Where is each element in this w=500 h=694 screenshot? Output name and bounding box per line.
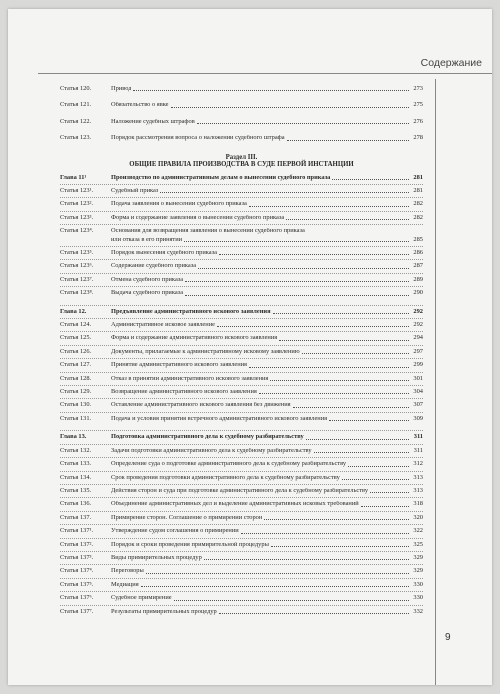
entry-label: Статья 132. — [60, 446, 92, 454]
divider — [60, 551, 423, 552]
entry-title: Медиация — [111, 581, 139, 588]
entry-label: Статья 121. — [60, 101, 92, 109]
entry-page: 292 — [413, 321, 423, 329]
entry-title: Выдача судебного приказа — [111, 290, 184, 297]
toc-entry[interactable] — [60, 402, 423, 408]
entry-label: Статья 125. — [60, 334, 92, 342]
entry-label: Статья 137⁴. — [60, 567, 94, 575]
entry-title: Административное исковое заявление — [111, 322, 215, 329]
entry-page: 313 — [413, 486, 423, 494]
toc-entry[interactable] — [60, 515, 423, 521]
leader-dots — [342, 479, 409, 480]
entry-label: Статья 123². — [60, 200, 94, 208]
toc-entry[interactable] — [60, 542, 423, 548]
leader-dots — [133, 90, 409, 91]
toc-entry[interactable] — [60, 215, 423, 221]
leader-dots — [348, 466, 409, 467]
leader-dots — [184, 241, 409, 242]
leader-dots — [198, 268, 409, 269]
entry-label: Статья 137². — [60, 540, 94, 548]
entry-title: Срок проведения подготовки административного дела к судебному разбирательству — [111, 474, 340, 481]
divider — [60, 578, 423, 579]
divider — [60, 457, 423, 458]
entry-title: Определение суда о подготовке административного дела к судебному разбирательству — [111, 461, 347, 468]
chapter-page: 281 — [413, 173, 423, 181]
entry-label: Статья 123⁷. — [60, 275, 94, 283]
entry-page: 278 — [413, 134, 423, 142]
entry-label: Статья 137⁷. — [60, 607, 94, 615]
divider — [60, 331, 423, 332]
chapter-title: Подготовка административного дела к судебному разбирательству — [111, 433, 304, 441]
divider — [60, 358, 423, 359]
toc-entry[interactable] — [60, 528, 423, 534]
divider — [60, 605, 423, 606]
toc-top-entries — [60, 86, 423, 142]
toc-entry[interactable] — [60, 335, 423, 341]
chapter-page: 311 — [413, 433, 423, 441]
divider — [60, 497, 423, 498]
toc-entry[interactable] — [60, 86, 423, 92]
toc-entry[interactable] — [60, 501, 423, 507]
chapter-page: 292 — [413, 307, 423, 315]
leader-dots — [171, 107, 409, 108]
divider — [60, 471, 423, 472]
leader-dots — [146, 573, 409, 574]
leader-dots — [286, 219, 409, 220]
toc-entry[interactable] — [60, 102, 423, 108]
toc-entry[interactable] — [60, 416, 423, 422]
entry-page: 311 — [413, 446, 423, 454]
entry-label: Статья 129. — [60, 388, 92, 396]
toc-entry[interactable] — [60, 135, 423, 141]
toc-entry[interactable] — [60, 290, 423, 296]
entry-label: Статья 137¹. — [60, 527, 94, 535]
divider — [60, 591, 423, 592]
section-heading — [60, 154, 423, 169]
entry-page: 294 — [413, 334, 423, 342]
entry-title: Обязательство о явке — [111, 102, 169, 109]
chapter-11-entries — [60, 188, 423, 297]
entry-label: Статья 137³. — [60, 553, 94, 561]
entry-title: Утверждение судом соглашения о примирении — [111, 528, 239, 535]
entry-label: Статья 122. — [60, 117, 92, 125]
divider — [60, 430, 423, 431]
entry-page: 275 — [413, 101, 423, 109]
entry-label: Статья 123. — [60, 134, 92, 142]
leader-dots — [302, 353, 409, 354]
divider — [60, 184, 423, 185]
toc-entry[interactable] — [60, 349, 423, 355]
leader-dots — [204, 559, 409, 560]
divider — [60, 398, 423, 399]
leader-dots — [259, 393, 409, 394]
chapter-label: Глава 11¹ — [60, 173, 87, 181]
leader-dots — [264, 519, 409, 520]
entry-title: Возвращение административного искового заявления — [111, 389, 257, 396]
divider — [60, 286, 423, 287]
divider — [60, 273, 423, 274]
entry-label: Статья 123⁶. — [60, 262, 94, 270]
toc-entry[interactable] — [60, 461, 423, 467]
leader-dots — [332, 179, 409, 180]
divider — [60, 318, 423, 319]
entry-label: Статья 127. — [60, 361, 92, 369]
chapter-heading[interactable] — [60, 434, 423, 440]
leader-dots — [219, 613, 409, 614]
chapter-13-entries — [60, 448, 423, 615]
entry-title-continued-row — [111, 237, 423, 243]
entry-title: Оставление административного искового заявления без движения — [111, 402, 291, 409]
entry-title: Привод — [111, 86, 132, 92]
entry-title: Виды примирительных процедур — [111, 554, 202, 561]
leader-dots — [370, 492, 409, 493]
entry-title: Наложение судебных штрафов — [111, 118, 195, 125]
leader-dots — [273, 313, 409, 314]
entry-title: Форма и содержание заявления о вынесении судебного приказа — [111, 214, 285, 221]
toc-entry[interactable] — [60, 188, 423, 194]
entry-label: Статья 123⁴. — [60, 227, 94, 235]
entry-label: Статья 123¹. — [60, 186, 94, 194]
divider — [60, 511, 423, 512]
entry-page: 312 — [413, 460, 423, 468]
leader-dots — [271, 546, 409, 547]
toc-entry[interactable] — [60, 609, 423, 615]
leader-dots — [270, 380, 409, 381]
entry-page: 329 — [413, 567, 423, 575]
divider — [60, 538, 423, 539]
entry-title: Порядок рассмотрения вопроса о наложении судебного штрафа — [111, 135, 285, 142]
entry-label: Статья 137⁶. — [60, 594, 94, 602]
entry-title: Порядок и сроки проведения примирительной процедуры — [111, 541, 269, 548]
entry-title: Принятие административного искового заявления — [111, 362, 247, 369]
entry-title: Судебное примирение — [111, 595, 172, 602]
entry-title-block — [111, 228, 423, 243]
toc-entry[interactable] — [60, 201, 423, 207]
entry-title: Форма и содержание административного искового заявления — [111, 335, 278, 342]
entry-label: Статья 131. — [60, 414, 92, 422]
entry-page: 304 — [413, 388, 423, 396]
divider — [60, 259, 423, 260]
divider — [60, 372, 423, 373]
section-number: Раздел III. — [225, 153, 258, 161]
entry-label: Статья 126. — [60, 347, 92, 355]
entry-label: Статья 123⁸. — [60, 289, 94, 297]
leader-dots — [217, 326, 409, 327]
toc-entry[interactable] — [60, 595, 423, 601]
entry-page: 309 — [413, 414, 423, 422]
entry-title: Порядок вынесения судебного приказа — [111, 250, 217, 256]
toc-entry[interactable] — [60, 322, 423, 328]
entry-title: Действия сторон и суда при подготовке административного дела к судебному разбирательству — [111, 487, 369, 494]
entry-page: 276 — [413, 117, 423, 125]
entry-page: 299 — [413, 361, 423, 369]
entry-title: Переговоры — [111, 568, 144, 575]
toc-entry[interactable] — [60, 448, 423, 454]
entry-page: 322 — [413, 527, 423, 535]
leader-dots — [361, 506, 409, 507]
page-number: 9 — [445, 632, 451, 643]
entry-page: 290 — [413, 289, 423, 297]
chapter-label: Глава 12. — [60, 307, 87, 315]
entry-page: 329 — [413, 553, 423, 561]
chapter-title: Производство по административным делам о вынесении судебного приказа — [111, 173, 331, 181]
toc-entry[interactable] — [60, 119, 423, 125]
running-head: Содержание — [420, 57, 482, 69]
entry-page: 330 — [413, 594, 423, 602]
leader-dots — [329, 420, 409, 421]
entry-title: Судебный приказ — [111, 187, 159, 194]
leader-dots — [174, 600, 409, 601]
toc-entry[interactable] — [60, 376, 423, 382]
entry-label: Статья 137. — [60, 513, 92, 521]
leader-dots — [219, 254, 409, 255]
divider — [60, 197, 423, 198]
chapter-12-entries — [60, 322, 423, 422]
entry-page: 307 — [413, 401, 423, 409]
entry-page: 320 — [413, 513, 423, 521]
toc-entry[interactable] — [60, 475, 423, 481]
divider — [60, 484, 423, 485]
leader-dots — [185, 295, 409, 296]
entry-page: 318 — [413, 500, 423, 508]
entry-page: 282 — [413, 213, 423, 221]
toc-entry[interactable] — [60, 555, 423, 561]
entry-title: Документы, прилагаемые к административному исковому заявлению — [111, 348, 300, 355]
entry-page: 287 — [413, 262, 423, 270]
entry-label: Статья 134. — [60, 473, 92, 481]
entry-page: 285 — [413, 235, 423, 243]
leader-dots — [197, 123, 409, 124]
divider — [60, 246, 423, 247]
leader-dots — [306, 439, 409, 440]
toc-entry[interactable] — [60, 228, 423, 243]
entry-label: Статья 128. — [60, 374, 92, 382]
entry-title: Подача заявления о вынесении судебного приказа — [111, 201, 247, 208]
entry-title: Основания для возвращения заявления о вынесении судебного приказа — [111, 228, 305, 235]
divider — [60, 444, 423, 445]
entry-page: 273 — [413, 85, 423, 92]
leader-dots — [185, 281, 409, 282]
divider — [60, 412, 423, 413]
margin-rule — [435, 79, 436, 685]
chapter-title: Предъявление административного искового заявления — [111, 307, 271, 315]
leader-dots — [249, 367, 409, 368]
entry-title: Отмена судебного приказа — [111, 276, 184, 283]
entry-title: Отказ в принятии административного искового заявления — [111, 375, 269, 382]
leader-dots — [314, 452, 409, 453]
toc-entry[interactable] — [60, 488, 423, 494]
leader-dots — [293, 407, 409, 408]
leader-dots — [287, 140, 409, 141]
entry-page: 286 — [413, 249, 423, 256]
toc-entry[interactable] — [60, 263, 423, 269]
entry-page: 325 — [413, 540, 423, 548]
entry-label: Статья 137⁵. — [60, 580, 94, 588]
divider — [60, 524, 423, 525]
leader-dots — [241, 533, 409, 534]
toc-entry[interactable] — [60, 582, 423, 588]
entry-label: Статья 124. — [60, 321, 92, 329]
entry-page: 289 — [413, 275, 423, 283]
entry-label: Статья 130. — [60, 401, 92, 409]
entry-label: Статья 136. — [60, 500, 92, 508]
table-of-contents — [60, 86, 423, 615]
leader-dots — [279, 340, 409, 341]
toc-entry[interactable] — [60, 362, 423, 368]
section-title: ОБЩИЕ ПРАВИЛА ПРОИЗВОДСТВА В СУДЕ ПЕРВОЙ ИНСТАНЦИИ — [129, 161, 354, 169]
divider — [60, 345, 423, 346]
entry-title: Подача и условия принятия встречного административного искового заявления — [111, 415, 328, 422]
toc-entry[interactable] — [60, 250, 423, 256]
toc-entry[interactable] — [60, 389, 423, 395]
entry-page: 330 — [413, 580, 423, 588]
divider — [60, 211, 423, 212]
entry-page: 281 — [413, 186, 423, 194]
leader-dots — [141, 586, 409, 587]
chapter-heading[interactable] — [60, 309, 423, 315]
divider — [60, 224, 423, 225]
entry-label: Статья 133. — [60, 460, 92, 468]
toc-entry[interactable] — [60, 277, 423, 283]
entry-title: Примирение сторон. Соглашение о примирении сторон — [111, 514, 263, 521]
divider — [60, 564, 423, 565]
entry-page: 332 — [413, 607, 423, 615]
entry-title: Задачи подготовки административного дела к судебному разбирательству — [111, 447, 312, 454]
divider — [60, 385, 423, 386]
chapter-heading[interactable] — [60, 175, 423, 181]
entry-page: 282 — [413, 200, 423, 208]
divider — [60, 305, 423, 306]
entry-label: Статья 120. — [60, 85, 92, 92]
entry-label: Статья 135. — [60, 486, 92, 494]
entry-page: 313 — [413, 473, 423, 481]
entry-label: Статья 123³. — [60, 213, 94, 221]
entry-title: Содержание судебного приказа — [111, 263, 197, 270]
leader-dots — [160, 192, 409, 193]
entry-page: 297 — [413, 347, 423, 355]
entry-title: Результаты примирительных процедур — [111, 608, 217, 615]
toc-entry[interactable] — [60, 568, 423, 574]
chapter-label: Глава 13. — [60, 433, 87, 441]
leader-dots — [249, 206, 409, 207]
entry-title: Объединение административных дел и выделение административных исковых требований — [111, 501, 359, 508]
entry-page: 301 — [413, 374, 423, 382]
header-rule — [38, 73, 492, 74]
entry-label: Статья 123⁵. — [60, 249, 94, 256]
entry-title-continued: или отказа в его принятии — [111, 236, 183, 243]
